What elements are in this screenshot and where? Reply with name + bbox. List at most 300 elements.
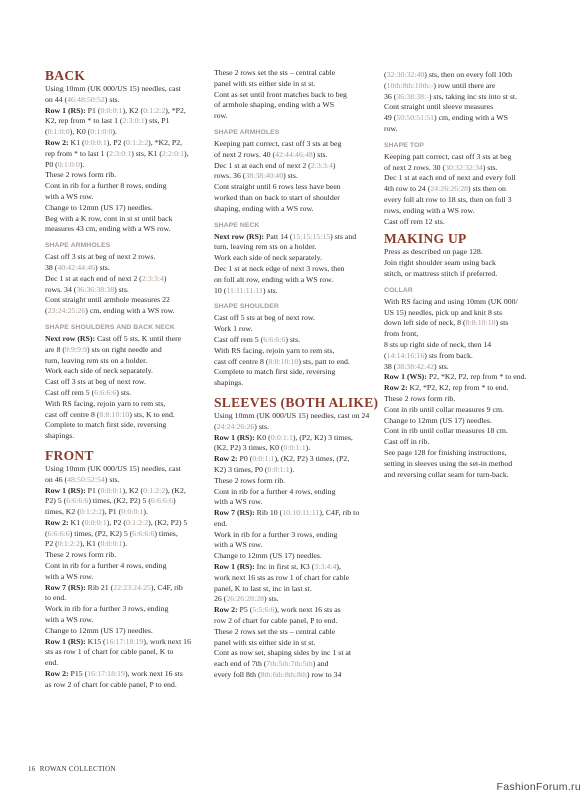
instruction-line bbox=[45, 420, 213, 431]
text-segment: 49 ( bbox=[384, 113, 397, 123]
size-values: 30:32:32:34 bbox=[445, 162, 483, 172]
section-heading: SLEEVES (BOTH ALIKE) bbox=[214, 394, 379, 410]
instruction-line bbox=[384, 297, 552, 308]
text-segment: ) cm, ending with a WS row. bbox=[85, 306, 175, 316]
instruction-line bbox=[214, 659, 382, 670]
size-values: 6:6:6:6 bbox=[150, 496, 174, 506]
instruction-line bbox=[214, 335, 382, 346]
instruction-line bbox=[384, 247, 552, 258]
size-values: 38:38:40:40 bbox=[245, 171, 284, 181]
text-segment: ), K0 ( bbox=[69, 127, 91, 137]
text-segment: ) times, bbox=[154, 528, 178, 538]
column-middle bbox=[214, 68, 382, 681]
text-segment: cast off centre 8 ( bbox=[214, 356, 269, 366]
text-segment: Work 1 row. bbox=[214, 324, 253, 334]
instruction-line bbox=[45, 550, 213, 561]
text-segment: 10 ( bbox=[214, 285, 227, 295]
text-segment: These 2 rows set the sts – central cable bbox=[214, 68, 336, 77]
text-segment: panel with sts either side in st st. bbox=[214, 78, 316, 88]
size-values: 0:1:0:0 bbox=[90, 127, 113, 137]
instruction-line bbox=[214, 204, 382, 215]
text-segment: K2) 3 times, P0 ( bbox=[214, 464, 268, 474]
text-segment: ) sts. bbox=[312, 149, 328, 159]
text-segment: Join right shoulder seam using back bbox=[384, 258, 496, 268]
instruction-line bbox=[214, 378, 382, 389]
instruction-line bbox=[384, 426, 552, 437]
size-values: 26:26:28:28 bbox=[226, 594, 265, 604]
text-segment: ). bbox=[122, 539, 128, 549]
text-segment: row. bbox=[214, 111, 228, 121]
size-values: 38:38:42:42 bbox=[396, 361, 435, 371]
row-label: Row 2: bbox=[214, 454, 238, 464]
instruction-line bbox=[214, 530, 382, 541]
text-segment: These 2 rows form rib. bbox=[45, 550, 117, 560]
text-segment: ) sts and bbox=[330, 231, 357, 241]
row-label: Row 1 (RS): bbox=[45, 485, 86, 495]
instruction-line bbox=[45, 149, 213, 160]
row-label: Row 7 (RS): bbox=[45, 582, 86, 592]
text-segment: K15 ( bbox=[85, 636, 106, 646]
size-values: 2:2:0:1 bbox=[161, 148, 185, 158]
instruction-line bbox=[214, 346, 382, 357]
text-segment: and reversing collar seam for turn-back. bbox=[384, 469, 509, 479]
row-label: Row 2: bbox=[45, 669, 69, 679]
text-segment: work next 16 sts as row 1 of chart for cable bbox=[214, 572, 350, 582]
size-values: 2:3:3:4 bbox=[141, 273, 164, 283]
instruction-line bbox=[384, 470, 552, 481]
instruction-line bbox=[45, 572, 213, 583]
size-values: 42:44:46:48 bbox=[275, 149, 313, 159]
subsection-heading: SHAPE ARMHOLES bbox=[214, 128, 280, 136]
instruction-line bbox=[214, 594, 382, 605]
size-values: 0:1:2:2 bbox=[143, 105, 166, 115]
instruction-line bbox=[45, 604, 213, 615]
instruction-line bbox=[214, 465, 382, 476]
instruction-line bbox=[45, 486, 213, 497]
size-values: 0:1:2:2 bbox=[126, 517, 149, 527]
instruction-line bbox=[214, 562, 382, 573]
text-segment: 4th row to 24 ( bbox=[384, 184, 431, 194]
size-values: 15:15:15:15 bbox=[292, 231, 331, 241]
instruction-line bbox=[45, 399, 213, 410]
instruction-line bbox=[45, 583, 213, 594]
instruction-line bbox=[384, 329, 552, 340]
size-values: 0:0:0:1 bbox=[84, 137, 107, 147]
size-values: 23:24:25:26 bbox=[47, 306, 86, 316]
size-values: 32:30:32:40 bbox=[386, 70, 425, 79]
text-segment: ) sts, K1 ( bbox=[131, 148, 162, 158]
text-segment: with a WS row. bbox=[45, 571, 94, 581]
text-segment: Cast off 3 sts at beg of next row. bbox=[45, 377, 146, 387]
size-values: 8:8:10:10 bbox=[465, 318, 496, 328]
text-segment: ), (K2, P2) 5 bbox=[148, 517, 188, 527]
text-segment: P1 ( bbox=[85, 485, 101, 495]
instruction-line bbox=[45, 626, 213, 637]
size-values: 36:38:38:- bbox=[396, 91, 429, 101]
instruction-line bbox=[45, 192, 213, 203]
instruction-line bbox=[45, 224, 213, 235]
instruction-line bbox=[214, 551, 382, 562]
text-segment: Cast off rem 5 ( bbox=[45, 387, 95, 397]
row-label: Row 1 (RS): bbox=[214, 562, 255, 572]
text-segment: ) sts. bbox=[116, 387, 132, 397]
text-segment: ) sts, K to end. bbox=[129, 409, 175, 419]
instruction-line bbox=[384, 70, 552, 81]
text-segment: ), C4F, rib bbox=[150, 582, 183, 592]
text-segment: P0 ( bbox=[237, 454, 253, 464]
size-values: 0:0:1:1 bbox=[283, 443, 306, 453]
instruction-line bbox=[214, 90, 382, 101]
text-segment: with a WS row. bbox=[214, 497, 263, 507]
section-heading: FRONT bbox=[45, 447, 94, 463]
instruction-line bbox=[384, 163, 552, 174]
instruction-line bbox=[214, 324, 382, 335]
text-segment: Work in rib for a further 3 rows, ending bbox=[45, 604, 169, 614]
instruction-line bbox=[45, 464, 213, 475]
text-segment: panel, K to last st, inc in last st. bbox=[214, 583, 312, 593]
text-segment: These 2 rows set the sts – central cable bbox=[214, 626, 336, 636]
section-heading: MAKING UP bbox=[384, 231, 467, 247]
text-segment: each end of 7th ( bbox=[214, 659, 267, 669]
instruction-line bbox=[45, 539, 213, 550]
instruction-line bbox=[45, 84, 213, 95]
text-segment: ) times, (P2, K2) 5 ( bbox=[69, 528, 133, 538]
instruction-line bbox=[214, 182, 382, 193]
text-segment: ) bbox=[332, 160, 336, 170]
instruction-line bbox=[214, 161, 382, 172]
row-label: Row 1 (RS): bbox=[45, 105, 86, 115]
instruction-line bbox=[384, 318, 552, 329]
instruction-line bbox=[214, 171, 382, 182]
size-values: 6:6:6:6 bbox=[94, 387, 117, 397]
subsection-heading: SHAPE TOP bbox=[384, 141, 425, 149]
size-values: 0:1:2:2 bbox=[126, 137, 149, 147]
text-segment: rows. 36 ( bbox=[214, 171, 246, 181]
size-values: 16:17:18:19 bbox=[87, 669, 125, 679]
text-segment: Cont in rib until collar measures 9 cm. bbox=[384, 404, 504, 414]
instruction-line bbox=[384, 152, 552, 163]
instruction-line bbox=[384, 173, 552, 184]
text-segment: on foll alt row, ending with a WS row. bbox=[214, 274, 334, 284]
row-label: Row 7 (RS): bbox=[214, 508, 255, 518]
text-segment: See page 128 for finishing instructions, bbox=[384, 447, 507, 457]
text-segment: of next 2 rows. 40 ( bbox=[214, 149, 276, 159]
text-segment: are 8 ( bbox=[45, 344, 65, 354]
text-segment: ) sts. bbox=[283, 171, 298, 181]
text-segment: Rib 10 ( bbox=[254, 508, 283, 518]
instruction-line bbox=[214, 232, 382, 243]
instruction-line bbox=[214, 497, 382, 508]
instruction-line bbox=[214, 357, 382, 368]
instruction-line bbox=[214, 242, 382, 253]
text-segment: Change to 12mm (US 17) needles. bbox=[384, 415, 492, 425]
size-values: 0:1:2:2 bbox=[57, 539, 80, 549]
text-segment: These 2 rows form rib. bbox=[384, 393, 456, 403]
instruction-line bbox=[214, 584, 382, 595]
text-segment: US 15) needles, pick up and knit 8 sts bbox=[384, 307, 503, 317]
text-segment: with a WS row. bbox=[45, 615, 94, 625]
instruction-line bbox=[384, 394, 552, 405]
instruction-line bbox=[45, 593, 213, 604]
instruction-line bbox=[214, 476, 382, 487]
instruction-line bbox=[214, 139, 382, 150]
text-segment: turn, leaving rem sts on a holder. bbox=[45, 355, 148, 365]
instruction-line bbox=[384, 372, 552, 383]
text-segment: ( bbox=[45, 306, 48, 316]
text-segment: Change to 12mm (US 17) needles. bbox=[45, 202, 153, 212]
text-segment: ), P1 ( bbox=[101, 507, 122, 517]
instruction-line bbox=[384, 124, 552, 135]
text-segment: ( bbox=[45, 127, 48, 137]
row-label: Next row (RS): bbox=[45, 333, 96, 343]
text-segment: row 2 of chart for cable panel, P to end. bbox=[214, 616, 338, 626]
size-values: 8th:6th:8th:8th bbox=[260, 670, 307, 680]
instruction-line bbox=[214, 68, 382, 79]
text-segment: ). bbox=[112, 127, 117, 137]
instruction-line bbox=[214, 275, 382, 286]
instruction-line bbox=[214, 411, 382, 422]
instruction-line bbox=[384, 206, 552, 217]
instruction-line bbox=[45, 274, 213, 285]
text-segment: ) sts, taking inc sts into st st. bbox=[428, 91, 517, 101]
text-segment: Rib 21 ( bbox=[85, 582, 114, 592]
size-values: 22:23:24:25 bbox=[113, 582, 151, 592]
subsection-heading: SHAPE SHOULDER bbox=[214, 303, 279, 311]
size-values: 6:6:6:6 bbox=[66, 496, 89, 506]
instruction-line bbox=[45, 263, 213, 274]
text-segment: Cont in rib for a further 4 rows, ending bbox=[214, 486, 336, 496]
row-label: Row 1 (RS): bbox=[214, 432, 255, 442]
instruction-line bbox=[45, 637, 213, 648]
size-values: 3:3:4:4 bbox=[314, 562, 337, 572]
text-segment: 38 ( bbox=[45, 262, 58, 272]
text-segment: Keeping patt correct, cast off 3 sts at beg bbox=[214, 138, 342, 148]
column-left bbox=[45, 68, 213, 691]
instruction-line bbox=[45, 95, 213, 106]
size-values: 0:0:0:1 bbox=[121, 507, 144, 517]
instruction-line bbox=[384, 416, 552, 427]
text-segment: ) sts. bbox=[95, 262, 110, 272]
text-segment: P2) 5 ( bbox=[45, 496, 67, 506]
text-segment: ), work next 16 bbox=[143, 636, 191, 646]
text-segment: setting in sleeves using the set-in method bbox=[384, 458, 513, 468]
instruction-line bbox=[45, 669, 213, 680]
instruction-line bbox=[45, 203, 213, 214]
instruction-line bbox=[384, 351, 552, 362]
instruction-line bbox=[45, 306, 213, 317]
text-segment: as row 2 of chart for cable panel, P to end. bbox=[45, 679, 177, 689]
text-segment: ) bbox=[173, 496, 176, 506]
instruction-line bbox=[214, 286, 382, 297]
text-segment: ) sts from back. bbox=[424, 350, 473, 360]
instruction-line bbox=[214, 313, 382, 324]
size-values: 8:8:10:10 bbox=[99, 409, 130, 419]
instruction-line bbox=[45, 507, 213, 518]
instruction-line bbox=[45, 680, 213, 691]
text-segment: ) bbox=[163, 273, 167, 283]
text-segment: with a WS row. bbox=[45, 191, 94, 201]
text-segment: ) sts. bbox=[262, 285, 278, 295]
size-values: 0:0:0:1 bbox=[84, 517, 107, 527]
text-segment: ) sts, then on every foll 10th bbox=[424, 70, 512, 79]
text-segment: Cast off 3 sts at beg of next 2 rows. bbox=[45, 252, 156, 262]
collection-name: ROWAN COLLECTION bbox=[39, 765, 116, 773]
text-segment: Cast off rem 12 sts. bbox=[384, 216, 445, 226]
text-segment: Work in rib for a further 3 rows, ending bbox=[214, 529, 338, 539]
instruction-line bbox=[384, 340, 552, 351]
size-values: 24:26:26:28 bbox=[430, 184, 469, 194]
size-values: 50:50:51:51 bbox=[396, 113, 435, 123]
instruction-line bbox=[384, 102, 552, 113]
size-values: 8:8:10:10 bbox=[268, 356, 299, 366]
column-right bbox=[384, 70, 552, 480]
instruction-line bbox=[45, 561, 213, 572]
text-segment: Using 10mm (UK 000/US 15) needles, cast on 24 bbox=[214, 410, 370, 420]
instruction-line bbox=[214, 433, 382, 444]
instruction-line bbox=[214, 193, 382, 204]
text-segment: ), bbox=[336, 562, 341, 572]
instruction-line bbox=[384, 383, 552, 394]
instruction-line bbox=[45, 518, 213, 529]
text-segment: of next 2 rows. 30 ( bbox=[384, 162, 446, 172]
instruction-line bbox=[45, 170, 213, 181]
text-segment: every foll alt row to 18 sts, then on foll 3 bbox=[384, 194, 512, 204]
text-segment: ), *P2, bbox=[165, 105, 186, 115]
instruction-line bbox=[45, 127, 213, 138]
text-segment: P2, *K2, P2, rep from * to end. bbox=[426, 372, 527, 382]
instruction-line bbox=[384, 113, 552, 124]
text-segment: ), K2 ( bbox=[122, 105, 144, 115]
text-segment: ) sts. bbox=[254, 421, 270, 431]
text-segment: P0 ( bbox=[45, 159, 58, 169]
row-label: Row 2: bbox=[45, 517, 69, 527]
size-values: 0:0:1:1 bbox=[252, 454, 275, 464]
size-values: 6:6:6:6 bbox=[47, 528, 70, 538]
instruction-line bbox=[384, 448, 552, 459]
text-segment: Dec 1 st at neck edge of next 3 rows, then bbox=[214, 263, 345, 273]
instruction-line bbox=[45, 181, 213, 192]
text-segment: P15 ( bbox=[68, 669, 88, 679]
instruction-line bbox=[45, 647, 213, 658]
text-segment: ), work next 16 sts as bbox=[274, 605, 341, 615]
text-segment: with a WS row. bbox=[214, 540, 263, 550]
text-segment: ), K2 ( bbox=[122, 485, 144, 495]
text-segment: shaping, ending with a WS row. bbox=[214, 203, 314, 213]
instruction-line bbox=[214, 443, 382, 454]
text-segment: Work each side of neck separately. bbox=[45, 366, 153, 376]
text-segment: measures 43 cm, ending with a WS row. bbox=[45, 224, 171, 234]
size-values: 7th:5th:7th:5th bbox=[266, 659, 313, 669]
text-segment: K1 ( bbox=[68, 137, 85, 147]
size-values: 0:1:2:2 bbox=[79, 507, 102, 517]
instruction-line bbox=[214, 627, 382, 638]
instruction-line bbox=[45, 529, 213, 540]
subsection-heading: SHAPE ARMHOLES bbox=[45, 242, 111, 250]
instruction-line bbox=[214, 150, 382, 161]
instruction-line bbox=[214, 100, 382, 111]
text-segment: With RS facing, rejoin yarn to rem sts, bbox=[214, 345, 335, 355]
size-values: 9:9:9:9 bbox=[64, 344, 88, 354]
instruction-line bbox=[214, 111, 382, 122]
text-segment: end. bbox=[214, 518, 228, 528]
subsection-heading: COLLAR bbox=[384, 286, 413, 294]
size-values: 0:0:0:1 bbox=[100, 539, 123, 549]
instruction-line bbox=[384, 459, 552, 470]
instruction-line bbox=[214, 367, 382, 378]
text-segment: 26 ( bbox=[214, 594, 227, 604]
text-segment: end. bbox=[45, 658, 59, 668]
text-segment: 36 ( bbox=[384, 91, 397, 101]
text-segment: Cast off 5 sts, K until there bbox=[95, 333, 182, 343]
instruction-line bbox=[45, 356, 213, 367]
instruction-line bbox=[214, 605, 382, 616]
text-segment: ) sts on right needle and bbox=[87, 344, 162, 354]
instruction-line bbox=[384, 184, 552, 195]
text-segment: P1 ( bbox=[85, 105, 101, 115]
text-segment: down left side of neck, 8 ( bbox=[384, 318, 466, 328]
text-segment: ), (K2, bbox=[165, 485, 186, 495]
text-segment: from front, bbox=[384, 329, 419, 339]
text-segment: rep from * to last 1 ( bbox=[45, 148, 110, 158]
subsection-heading: SHAPE SHOULDERS AND BACK NECK bbox=[45, 323, 175, 331]
instruction-line bbox=[45, 214, 213, 225]
row-label: Row 1 (WS): bbox=[384, 372, 427, 382]
text-segment: row. bbox=[384, 123, 398, 133]
size-values: 0:0:1:1 bbox=[267, 464, 290, 474]
text-segment: (K2, P2) 3 times, K0 ( bbox=[214, 443, 284, 453]
text-segment: ) sts. bbox=[482, 162, 498, 172]
row-label: Row 2: bbox=[45, 137, 69, 147]
text-segment: ) row until there are bbox=[433, 80, 496, 90]
instruction-line bbox=[45, 285, 213, 296]
size-values: 6:6:6:6 bbox=[132, 528, 155, 538]
instruction-line bbox=[214, 422, 382, 433]
text-segment: rows. 34 ( bbox=[45, 284, 77, 294]
instruction-line bbox=[45, 658, 213, 669]
size-values: 5:5:6:6 bbox=[252, 605, 275, 615]
text-segment: ), (K2, P2) 3 times, (P2, bbox=[274, 454, 350, 464]
size-values: 6:6:6:6 bbox=[263, 334, 286, 344]
instruction-line bbox=[214, 79, 382, 90]
text-segment: With RS facing, rejoin yarn to rem sts, bbox=[45, 398, 166, 408]
text-segment: Complete to match first side, reversing bbox=[45, 420, 167, 430]
text-segment: Cast off 5 sts at beg of next row. bbox=[214, 313, 315, 323]
text-segment: ( bbox=[384, 70, 387, 79]
text-segment: K2, rep from * to last 1 ( bbox=[45, 116, 123, 126]
instruction-line bbox=[45, 475, 213, 486]
instruction-line bbox=[384, 437, 552, 448]
text-segment: Dec 1 st at each end of next 2 ( bbox=[214, 160, 311, 170]
page-number: 16 bbox=[28, 765, 36, 773]
instruction-line bbox=[384, 217, 552, 228]
instruction-line bbox=[214, 253, 382, 264]
text-segment: Cont as set until front matches back to beg bbox=[214, 89, 347, 99]
size-values: 14:14:16:16 bbox=[386, 350, 425, 360]
text-segment: every foll 8th ( bbox=[214, 670, 261, 680]
text-segment: Using 10mm (UK 000/US 15) needles, cast bbox=[45, 463, 181, 473]
text-segment: worked than on back to start of shoulder bbox=[214, 192, 340, 202]
text-segment: ) sts. bbox=[264, 594, 279, 604]
text-segment: K2, *P2, K2, rep from * to end. bbox=[407, 383, 509, 393]
instruction-line bbox=[214, 508, 382, 519]
text-segment: ) sts then on bbox=[468, 184, 506, 194]
text-segment: Cast off in rib. bbox=[384, 437, 430, 447]
size-values: 10:10:11:11 bbox=[282, 508, 320, 518]
size-values: 48:50:52:54 bbox=[67, 474, 105, 484]
instruction-line bbox=[45, 138, 213, 149]
text-segment: ). bbox=[305, 443, 311, 453]
text-segment: Press as described on page 128. bbox=[384, 247, 483, 257]
